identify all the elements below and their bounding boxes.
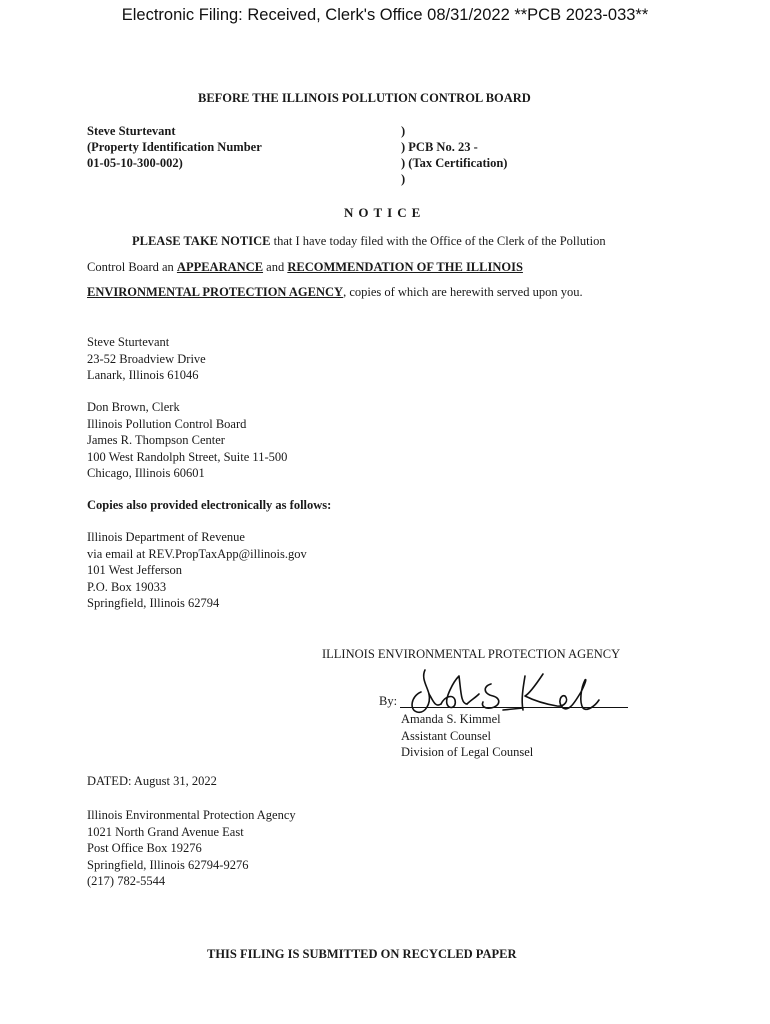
address-line: Don Brown, Clerk <box>87 400 180 414</box>
address-line: 23-52 Broadview Drive <box>87 351 206 366</box>
address-line: Steve Sturtevant <box>87 335 170 349</box>
address-line: 1021 North Grand Avenue East <box>87 824 244 839</box>
address-line: Illinois Environmental Protection Agency <box>87 808 296 822</box>
notice-text: Control Board an <box>87 260 177 274</box>
petitioner-address <box>87 334 206 384</box>
notice-body-line-1 <box>132 234 606 249</box>
clerk-address <box>87 399 287 482</box>
address-line: 101 West Jefferson <box>87 563 183 577</box>
electronic-copies-heading: Copies also provided electronically as follows: <box>87 498 332 512</box>
address-line: P.O. Box 19033 <box>87 579 167 594</box>
by-label: By: <box>379 694 398 708</box>
address-line: Post Office Box 19276 <box>87 841 202 855</box>
signer-division: Division of Legal Counsel <box>401 745 534 759</box>
agency-doc: ENVIRONMENTAL PROTECTION AGENCY <box>87 285 344 299</box>
case-caption-right <box>401 123 507 187</box>
signer-name: Amanda S. Kimmel <box>401 712 501 726</box>
signer-block <box>401 711 533 761</box>
dated-line: DATED: August 31, 2022 <box>87 774 217 788</box>
notice-body-line-3 <box>87 285 583 300</box>
signer-title: Assistant Counsel <box>401 728 491 743</box>
agency-address <box>87 807 296 890</box>
address-line: (217) 782-5544 <box>87 874 166 888</box>
address-line: James R. Thompson Center <box>87 433 225 447</box>
appearance-doc: APPEARANCE <box>176 260 264 274</box>
notice-text: , copies of which are herewith served upon you. <box>343 285 583 299</box>
caption-right-line: ) (Tax Certification) <box>401 156 508 170</box>
caption-right-line: ) PCB No. 23 - <box>401 140 478 154</box>
address-line: via email at REV.PropTaxApp@illinois.gov <box>87 546 307 561</box>
address-line: Lanark, Illinois 61046 <box>87 368 199 382</box>
address-line: 100 West Randolph Street, Suite 11-500 <box>87 449 288 464</box>
caption-left-line: 01-05-10-300-002) <box>87 156 183 170</box>
signature-agency: ILLINOIS ENVIRONMENTAL PROTECTION AGENCY <box>322 647 621 661</box>
address-line: Springfield, Illinois 62794 <box>87 596 220 610</box>
caption-right-line: ) <box>401 172 406 186</box>
notice-title: NOTICE <box>344 205 426 220</box>
notice-body-line-2 <box>87 260 523 275</box>
revenue-address <box>87 529 307 612</box>
case-caption-left <box>87 123 262 171</box>
address-line: Illinois Department of Revenue <box>87 530 245 544</box>
address-line: Chicago, Illinois 60601 <box>87 466 205 480</box>
notice-text: and <box>263 260 288 274</box>
notice-lead: PLEASE TAKE NOTICE <box>132 234 271 248</box>
board-heading: BEFORE THE ILLINOIS POLLUTION CONTROL BOARD <box>198 91 531 105</box>
address-line: Illinois Pollution Control Board <box>87 416 247 431</box>
notice-text: that I have today filed with the Office of the Clerk of the Pollution <box>270 234 606 248</box>
filing-stamp-banner: Electronic Filing: Received, Clerk's Office 08/31/2022 **PCB 2023-033** <box>121 6 649 24</box>
caption-right-line: ) <box>401 124 406 138</box>
address-line: Springfield, Illinois 62794-9276 <box>87 857 249 872</box>
caption-left-line: (Property Identification Number <box>87 140 262 154</box>
recycled-paper-footer: THIS FILING IS SUBMITTED ON RECYCLED PAPER <box>207 947 517 961</box>
handwritten-signature <box>405 664 605 716</box>
caption-left-line: Steve Sturtevant <box>87 124 176 138</box>
recommendation-doc: RECOMMENDATION OF THE ILLINOIS <box>287 260 523 274</box>
